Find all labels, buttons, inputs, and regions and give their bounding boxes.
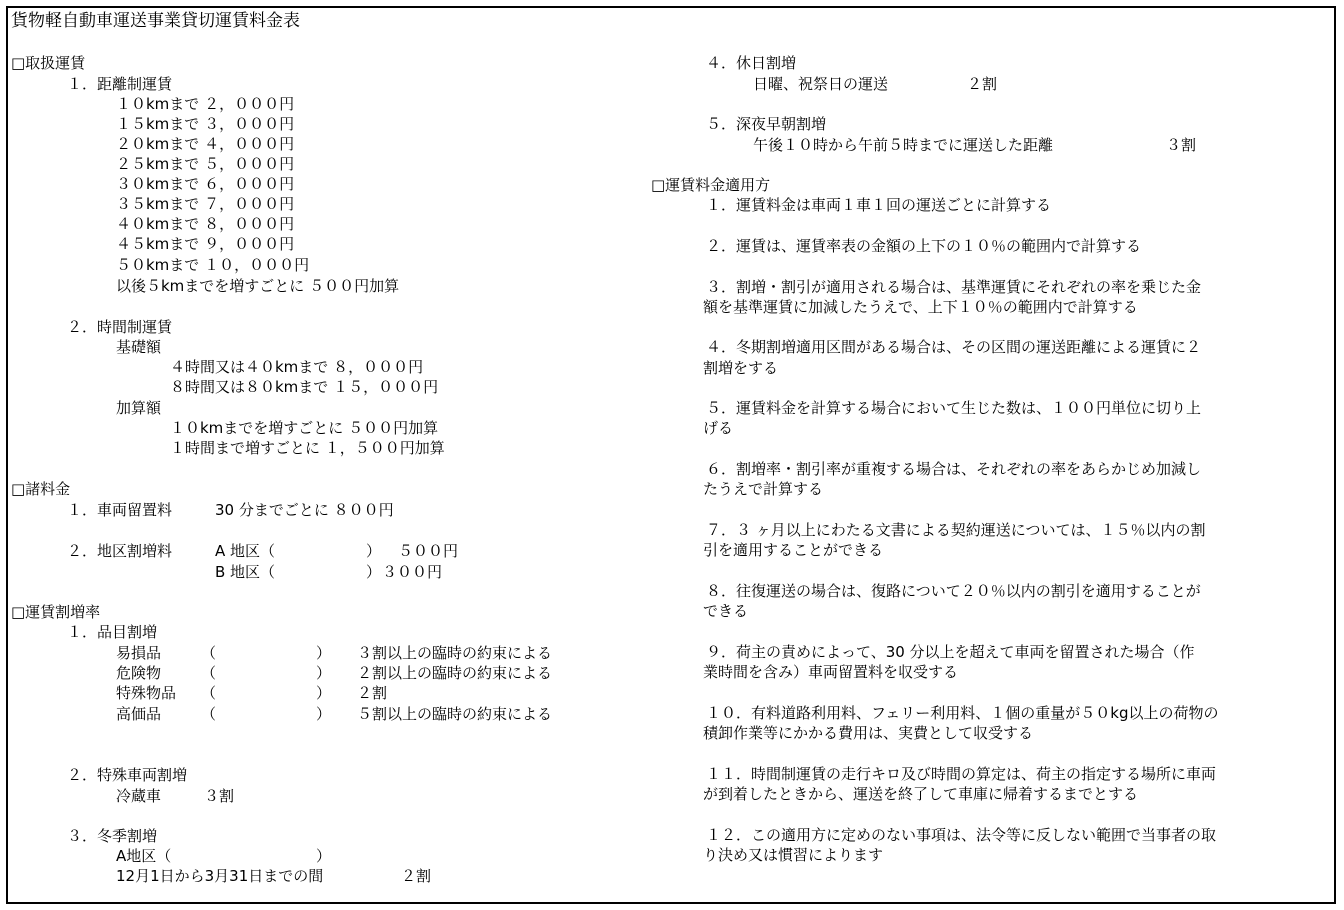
rule-line: り決め又は慣習によります (703, 846, 884, 864)
distance-rate: ３５kmまで ７，０００円 (116, 195, 295, 213)
item-surcharge-heading: １．品目割増 (67, 623, 158, 641)
rule-line: ６．割増率・割引率が重複する場合は、それぞれの率をあらかじめ加減し (706, 460, 1202, 478)
rule-line: が到着したときから、運送を終了して車庫に帰着するまでとする (703, 785, 1139, 803)
parking-fee-value: 30 分までごとに ８００円 (215, 501, 394, 519)
rule-line: ８．往復運送の場合は、復路について２０％以内の割引を適用することが (706, 582, 1201, 600)
rule-line: 割増をする (703, 359, 779, 377)
distance-rate: ５０kmまで １０，０００円 (116, 256, 310, 274)
add-amount-row: １０kmまでを増すごとに ５００円加算 (170, 419, 439, 437)
surcharge-section-heading: □運賃割増率 (11, 603, 101, 621)
item-row-value: ５割以上の臨時の約束による (357, 705, 553, 723)
special-vehicle-name: 冷蔵車 (116, 787, 162, 805)
winter-period: 12月1日から3月31日までの間 (116, 867, 324, 885)
area-b-name: B 地区（ (215, 563, 276, 581)
rule-line: 額を基準運賃に加減したうえで、上下１０％の範囲内で計算する (703, 298, 1138, 316)
rule-line: １．運賃料金は車両１車１回の運送ごとに計算する (706, 196, 1052, 214)
item-row-name: 特殊物品 (116, 684, 177, 702)
rule-line: １１．時間制運賃の走行キロ及び時間の算定は、荷主の指定する場所に車両 (706, 765, 1217, 783)
fees-section-heading: □諸料金 (11, 480, 71, 498)
rule-line: ５．運賃料金を計算する場合において生じた数は、１００円単位に切り上 (706, 399, 1202, 417)
rule-line: 積卸作業等にかかる費用は、実費として収受する (703, 724, 1034, 742)
winter-area-name: A地区（ (116, 847, 172, 865)
area-fee-label: ２．地区割増料 (67, 542, 173, 560)
parking-fee-label: １．車両留置料 (67, 501, 173, 519)
winter-area-close: ） (316, 847, 332, 865)
distance-rate: ４５kmまで ９，０００円 (116, 235, 295, 253)
holiday-value: ２割 (967, 75, 998, 93)
item-row-value: ３割以上の臨時の約束による (357, 644, 553, 662)
distance-rate: ３０kmまで ６，０００円 (116, 175, 295, 193)
rule-line: 引を適用することができる (703, 541, 884, 559)
area-a-name: A 地区（ (215, 542, 276, 560)
night-value: ３割 (1166, 136, 1197, 154)
item-row-open: （ (201, 684, 217, 702)
item-row-open: （ (201, 664, 217, 682)
item-row-open: （ (201, 705, 217, 723)
rule-line: ２．運賃は、運賃率表の金額の上下の１０％の範囲内で計算する (706, 237, 1142, 255)
base-amount-row: ４時間又は４０kmまで ８，０００円 (170, 358, 424, 376)
rule-line: １０．有料道路利用料、フェリー利用料、１個の重量が５０kg以上の荷物の (706, 704, 1219, 722)
document-title: 貨物軽自動車運送事業貸切運賃料金表 (11, 11, 300, 31)
area-a-value: ５００円 (398, 542, 459, 560)
item-row-name: 危険物 (116, 664, 162, 682)
rule-line: ４．冬期割増適用区間がある場合は、その区間の運送距離による運賃に２ (706, 338, 1202, 356)
distance-fare-heading: １．距離制運賃 (67, 75, 173, 93)
area-a-close: ） (366, 542, 382, 560)
item-row-value: ２割 (357, 684, 388, 702)
holiday-heading: ４．休日割増 (706, 54, 797, 72)
distance-rate: １５kmまで ３，０００円 (116, 115, 295, 133)
night-heading: ５．深夜早朝割増 (706, 115, 827, 133)
rule-line: ３．割増・割引が適用される場合は、基準運賃にそれぞれの率を乗じた金 (706, 278, 1202, 296)
area-b-value: ３００円 (382, 563, 443, 581)
base-amount-label: 基礎額 (116, 338, 162, 356)
rule-line: １２．この適用方に定めのない事項は、法令等に反しない範囲で当事者の取 (706, 826, 1217, 844)
distance-additional: 以後５kmまでを増すごとに ５００円加算 (116, 277, 400, 295)
item-row-close: ） (316, 644, 332, 662)
fare-section-heading: □取扱運賃 (11, 54, 86, 72)
item-row-value: ２割以上の臨時の約束による (357, 664, 553, 682)
rule-line: ９．荷主の責めによって、30 分以上を超えて車両を留置された場合（作 (706, 643, 1195, 661)
special-vehicle-value: ３割 (204, 787, 235, 805)
item-row-open: （ (201, 644, 217, 662)
base-amount-row: ８時間又は８０kmまで １５，０００円 (170, 378, 439, 396)
winter-value: ２割 (401, 867, 432, 885)
distance-rate: ２０kmまで ４，０００円 (116, 135, 295, 153)
rule-line: できる (703, 602, 749, 620)
rule-line: ７．３ ヶ月以上にわたる文書による契約運送については、１５％以内の割 (706, 521, 1206, 539)
distance-rate: ４０kmまで ８，０００円 (116, 215, 295, 233)
add-amount-label: 加算額 (116, 399, 162, 417)
item-row-name: 高価品 (116, 705, 162, 723)
item-row-name: 易損品 (116, 644, 162, 662)
item-row-close: ） (316, 664, 332, 682)
item-row-close: ） (316, 684, 332, 702)
rules-heading: □運賃料金適用方 (651, 176, 771, 194)
time-fare-heading: ２．時間制運賃 (67, 318, 173, 336)
distance-rate: ２５kmまで ５，０００円 (116, 155, 295, 173)
winter-surcharge-heading: ３．冬季割増 (67, 827, 158, 845)
add-amount-row: １時間まで増すごとに １，５００円加算 (170, 439, 445, 457)
night-text: 午後１０時から午前５時までに運送した距離 (753, 136, 1054, 154)
holiday-text: 日曜、祝祭日の運送 (753, 75, 889, 93)
rule-line: たうえで計算する (703, 480, 824, 498)
special-vehicle-heading: ２．特殊車両割増 (67, 766, 188, 784)
distance-rate: １０kmまで ２，０００円 (116, 95, 295, 113)
item-row-close: ） (316, 705, 332, 723)
rule-line: 業時間を含み）車両留置料を収受する (703, 663, 959, 681)
rule-line: げる (703, 419, 734, 437)
area-b-close: ） (366, 563, 382, 581)
